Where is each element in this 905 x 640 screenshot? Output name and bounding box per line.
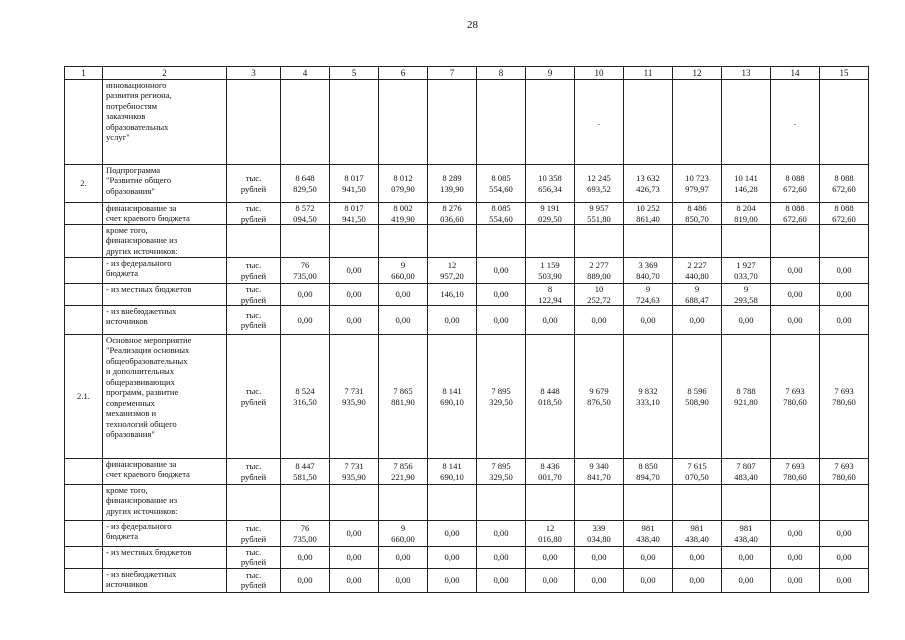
value-cell: 10 252,72 bbox=[575, 284, 624, 306]
header-cell: 4 bbox=[281, 67, 330, 80]
value-cell: 0,00 bbox=[526, 568, 575, 592]
value-cell: 0,00 bbox=[820, 306, 869, 335]
value-cell bbox=[477, 485, 526, 521]
value-cell bbox=[673, 485, 722, 521]
row-name: - из внебюджетных источников bbox=[103, 306, 227, 335]
value-cell bbox=[526, 80, 575, 165]
value-cell: 9 688,47 bbox=[673, 284, 722, 306]
row-number bbox=[65, 225, 103, 258]
value-cell bbox=[820, 80, 869, 165]
table-row bbox=[65, 165, 869, 203]
unit-cell: тыс. рублей bbox=[227, 306, 281, 335]
value-cell: 8 448 018,50 bbox=[526, 335, 575, 459]
value-cell bbox=[428, 80, 477, 165]
value-cell: 0,00 bbox=[771, 547, 820, 569]
row-name: кроме того, финансирование из других источников: bbox=[103, 485, 227, 521]
table-row bbox=[65, 284, 869, 306]
value-cell: 9 724,63 bbox=[624, 284, 673, 306]
value-cell: 0,00 bbox=[477, 568, 526, 592]
value-cell: 9 957 551,80 bbox=[575, 203, 624, 225]
value-cell: 2 277 889,00 bbox=[575, 258, 624, 284]
value-cell: 7 615 070,50 bbox=[673, 459, 722, 485]
unit-cell: тыс. рублей bbox=[227, 258, 281, 284]
value-cell: 9 191 029,50 bbox=[526, 203, 575, 225]
value-cell: 0,00 bbox=[330, 258, 379, 284]
value-cell: 8 012 079,90 bbox=[379, 165, 428, 203]
value-cell: 8 276 036,60 bbox=[428, 203, 477, 225]
table-row bbox=[65, 568, 869, 592]
value-cell: 7 807 483,40 bbox=[722, 459, 771, 485]
unit-cell: тыс. рублей bbox=[227, 521, 281, 547]
value-cell bbox=[379, 225, 428, 258]
value-cell: 0,00 bbox=[771, 521, 820, 547]
value-cell: 0,00 bbox=[575, 547, 624, 569]
value-cell: 0,00 bbox=[820, 521, 869, 547]
header-row bbox=[65, 67, 869, 80]
value-cell bbox=[379, 80, 428, 165]
table-row bbox=[65, 80, 869, 165]
value-cell: 3 369 840,70 bbox=[624, 258, 673, 284]
value-cell: 0,00 bbox=[820, 568, 869, 592]
value-cell: 0,00 bbox=[673, 306, 722, 335]
unit-cell: тыс. рублей bbox=[227, 284, 281, 306]
value-cell: 8 648 829,50 bbox=[281, 165, 330, 203]
value-cell bbox=[330, 225, 379, 258]
header-cell: 8 bbox=[477, 67, 526, 80]
unit-cell bbox=[227, 485, 281, 521]
value-cell bbox=[477, 80, 526, 165]
header-cell: 3 bbox=[227, 67, 281, 80]
value-cell: 0,00 bbox=[526, 547, 575, 569]
value-cell: 0,00 bbox=[722, 306, 771, 335]
value-cell: 0,00 bbox=[673, 568, 722, 592]
row-number bbox=[65, 306, 103, 335]
value-cell: 0,00 bbox=[526, 306, 575, 335]
table-row bbox=[65, 258, 869, 284]
value-cell: 7 693 780,60 bbox=[820, 459, 869, 485]
unit-cell: тыс. рублей bbox=[227, 335, 281, 459]
row-number bbox=[65, 521, 103, 547]
row-name: - из федерального бюджета bbox=[103, 521, 227, 547]
value-cell: 7 731 935,90 bbox=[330, 335, 379, 459]
row-number bbox=[65, 485, 103, 521]
value-cell: 2 227 440,80 bbox=[673, 258, 722, 284]
value-cell: 146,10 bbox=[428, 284, 477, 306]
value-cell bbox=[624, 80, 673, 165]
value-cell: . bbox=[771, 80, 820, 165]
row-number bbox=[65, 203, 103, 225]
value-cell: 1 159 503,90 bbox=[526, 258, 575, 284]
value-cell: 0,00 bbox=[330, 547, 379, 569]
value-cell: 8 085 554,60 bbox=[477, 203, 526, 225]
value-cell: 0,00 bbox=[477, 258, 526, 284]
table-row bbox=[65, 203, 869, 225]
row-number bbox=[65, 258, 103, 284]
value-cell bbox=[820, 485, 869, 521]
value-cell: 0,00 bbox=[477, 284, 526, 306]
value-cell: 0,00 bbox=[820, 284, 869, 306]
value-cell: 8 850 894,70 bbox=[624, 459, 673, 485]
value-cell: 9 679 876,50 bbox=[575, 335, 624, 459]
value-cell: 981 438,40 bbox=[722, 521, 771, 547]
unit-cell: тыс. рублей bbox=[227, 568, 281, 592]
value-cell: 339 034,80 bbox=[575, 521, 624, 547]
value-cell: 0,00 bbox=[624, 306, 673, 335]
value-cell: 9 660,00 bbox=[379, 521, 428, 547]
unit-cell bbox=[227, 80, 281, 165]
value-cell: 8 088 672,60 bbox=[771, 203, 820, 225]
value-cell: 13 632 426,73 bbox=[624, 165, 673, 203]
row-name: - из внебюджетных источников bbox=[103, 568, 227, 592]
value-cell: 8 572 094,50 bbox=[281, 203, 330, 225]
header-cell: 9 bbox=[526, 67, 575, 80]
row-name: финансирование за счет краевого бюджета bbox=[103, 459, 227, 485]
value-cell: 0,00 bbox=[379, 284, 428, 306]
value-cell bbox=[673, 80, 722, 165]
value-cell bbox=[624, 485, 673, 521]
row-number: 2. bbox=[65, 165, 103, 203]
value-cell: 8 088 672,60 bbox=[820, 165, 869, 203]
value-cell: 7 856 221,90 bbox=[379, 459, 428, 485]
value-cell bbox=[526, 485, 575, 521]
value-cell: 8 017 941,50 bbox=[330, 165, 379, 203]
value-cell: 0,00 bbox=[281, 568, 330, 592]
value-cell bbox=[722, 80, 771, 165]
value-cell: 0,00 bbox=[281, 547, 330, 569]
value-cell: 7 693 780,60 bbox=[820, 335, 869, 459]
row-number bbox=[65, 547, 103, 569]
row-name: - из местных бюджетов bbox=[103, 547, 227, 569]
value-cell: 8 141 690,10 bbox=[428, 459, 477, 485]
header-cell: 15 bbox=[820, 67, 869, 80]
value-cell: 8 788 921,80 bbox=[722, 335, 771, 459]
row-name: Основное мероприятие "Реализация основных общеобразовательных и дополнительных общеразвивающих программ, развитие современных механизмов и технологий общего образования" bbox=[103, 335, 227, 459]
value-cell: 0,00 bbox=[771, 568, 820, 592]
value-cell: 9 340 841,70 bbox=[575, 459, 624, 485]
value-cell: 8 085 554,60 bbox=[477, 165, 526, 203]
value-cell bbox=[526, 225, 575, 258]
value-cell: 0,00 bbox=[820, 547, 869, 569]
header-cell: 10 bbox=[575, 67, 624, 80]
value-cell: 0,00 bbox=[379, 306, 428, 335]
value-cell: 8 486 850,70 bbox=[673, 203, 722, 225]
row-name: финансирование за счет краевого бюджета bbox=[103, 203, 227, 225]
header-cell: 1 bbox=[65, 67, 103, 80]
value-cell: 8 596 508,90 bbox=[673, 335, 722, 459]
value-cell: 0,00 bbox=[330, 568, 379, 592]
row-name: инновационного развития региона, потребностям заказчиков образовательных услуг" bbox=[103, 80, 227, 165]
row-number bbox=[65, 568, 103, 592]
value-cell: 0,00 bbox=[330, 284, 379, 306]
header-cell: 11 bbox=[624, 67, 673, 80]
value-cell: 0,00 bbox=[330, 521, 379, 547]
value-cell bbox=[820, 225, 869, 258]
value-cell: 0,00 bbox=[330, 306, 379, 335]
unit-cell bbox=[227, 225, 281, 258]
value-cell: 10 141 146,28 bbox=[722, 165, 771, 203]
value-cell: 12 957,20 bbox=[428, 258, 477, 284]
row-number: 2.1. bbox=[65, 335, 103, 459]
value-cell: 0,00 bbox=[281, 306, 330, 335]
header-cell: 5 bbox=[330, 67, 379, 80]
value-cell: 0,00 bbox=[428, 547, 477, 569]
value-cell bbox=[281, 225, 330, 258]
value-cell: 8 002 419,90 bbox=[379, 203, 428, 225]
value-cell: 12 245 693,52 bbox=[575, 165, 624, 203]
value-cell bbox=[575, 225, 624, 258]
value-cell: 8 088 672,60 bbox=[820, 203, 869, 225]
value-cell: 981 438,40 bbox=[673, 521, 722, 547]
value-cell: 12 016,80 bbox=[526, 521, 575, 547]
value-cell: 0,00 bbox=[575, 306, 624, 335]
value-cell bbox=[428, 485, 477, 521]
value-cell: 0,00 bbox=[428, 568, 477, 592]
value-cell: 9 293,58 bbox=[722, 284, 771, 306]
table-row bbox=[65, 459, 869, 485]
value-cell: 981 438,40 bbox=[624, 521, 673, 547]
header-cell: 6 bbox=[379, 67, 428, 80]
header-cell: 13 bbox=[722, 67, 771, 80]
value-cell: 76 735,00 bbox=[281, 258, 330, 284]
unit-cell: тыс. рублей bbox=[227, 547, 281, 569]
unit-cell: тыс. рублей bbox=[227, 203, 281, 225]
value-cell bbox=[722, 485, 771, 521]
value-cell: 10 358 656,34 bbox=[526, 165, 575, 203]
header-cell: 2 bbox=[103, 67, 227, 80]
value-cell: 8 141 690,10 bbox=[428, 335, 477, 459]
unit-cell: тыс. рублей bbox=[227, 459, 281, 485]
value-cell: 0,00 bbox=[477, 521, 526, 547]
value-cell bbox=[624, 225, 673, 258]
value-cell: 8 524 316,50 bbox=[281, 335, 330, 459]
table-row bbox=[65, 225, 869, 258]
value-cell: 7 895 329,50 bbox=[477, 459, 526, 485]
table-row bbox=[65, 547, 869, 569]
value-cell: 8 017 941,50 bbox=[330, 203, 379, 225]
value-cell: 0,00 bbox=[428, 306, 477, 335]
value-cell: 0,00 bbox=[379, 547, 428, 569]
value-cell bbox=[477, 225, 526, 258]
value-cell: 0,00 bbox=[477, 547, 526, 569]
row-name: кроме того, финансирование из других источников: bbox=[103, 225, 227, 258]
value-cell: 9 832 333,10 bbox=[624, 335, 673, 459]
page-number: 28 bbox=[467, 19, 478, 31]
header-cell: 12 bbox=[673, 67, 722, 80]
value-cell: 8 447 581,50 bbox=[281, 459, 330, 485]
row-number bbox=[65, 459, 103, 485]
value-cell: 8 204 819,00 bbox=[722, 203, 771, 225]
value-cell: 76 735,00 bbox=[281, 521, 330, 547]
row-name: - из местных бюджетов bbox=[103, 284, 227, 306]
value-cell: 7 865 881,90 bbox=[379, 335, 428, 459]
value-cell bbox=[673, 225, 722, 258]
value-cell: 0,00 bbox=[575, 568, 624, 592]
value-cell: 0,00 bbox=[820, 258, 869, 284]
value-cell: 0,00 bbox=[379, 568, 428, 592]
value-cell bbox=[722, 225, 771, 258]
value-cell: 0,00 bbox=[428, 521, 477, 547]
value-cell: 10 723 979,97 bbox=[673, 165, 722, 203]
value-cell bbox=[281, 485, 330, 521]
value-cell: 0,00 bbox=[722, 547, 771, 569]
row-name: - из федерального бюджета bbox=[103, 258, 227, 284]
value-cell: 8 088 672,60 bbox=[771, 165, 820, 203]
value-cell: 1 927 033,70 bbox=[722, 258, 771, 284]
value-cell: 0,00 bbox=[477, 306, 526, 335]
value-cell bbox=[281, 80, 330, 165]
table-row bbox=[65, 485, 869, 521]
value-cell: 7 693 780,60 bbox=[771, 335, 820, 459]
value-cell bbox=[575, 485, 624, 521]
value-cell: 8 122,94 bbox=[526, 284, 575, 306]
value-cell: 7 693 780,60 bbox=[771, 459, 820, 485]
row-name: Подпрограмма "Развитие общего образования" bbox=[103, 165, 227, 203]
value-cell bbox=[771, 225, 820, 258]
value-cell: 0,00 bbox=[281, 284, 330, 306]
value-cell: 9 660,00 bbox=[379, 258, 428, 284]
value-cell: 8 436 001,70 bbox=[526, 459, 575, 485]
value-cell: 0,00 bbox=[673, 547, 722, 569]
value-cell: 0,00 bbox=[771, 306, 820, 335]
value-cell bbox=[330, 80, 379, 165]
value-cell bbox=[771, 485, 820, 521]
value-cell: 0,00 bbox=[722, 568, 771, 592]
table-row bbox=[65, 521, 869, 547]
value-cell: 0,00 bbox=[771, 284, 820, 306]
value-cell: 7 731 935,90 bbox=[330, 459, 379, 485]
value-cell bbox=[379, 485, 428, 521]
value-cell: 10 252 861,40 bbox=[624, 203, 673, 225]
header-cell: 14 bbox=[771, 67, 820, 80]
unit-cell: тыс. рублей bbox=[227, 165, 281, 203]
budget-table bbox=[64, 66, 869, 593]
value-cell: 0,00 bbox=[771, 258, 820, 284]
value-cell bbox=[330, 485, 379, 521]
value-cell: 0,00 bbox=[624, 568, 673, 592]
value-cell bbox=[428, 225, 477, 258]
row-number bbox=[65, 80, 103, 165]
row-number bbox=[65, 284, 103, 306]
value-cell: 0,00 bbox=[624, 547, 673, 569]
table-row bbox=[65, 335, 869, 459]
value-cell: 7 895 329,50 bbox=[477, 335, 526, 459]
table-row bbox=[65, 306, 869, 335]
header-cell: 7 bbox=[428, 67, 477, 80]
value-cell: . bbox=[575, 80, 624, 165]
value-cell: 8 289 139,90 bbox=[428, 165, 477, 203]
